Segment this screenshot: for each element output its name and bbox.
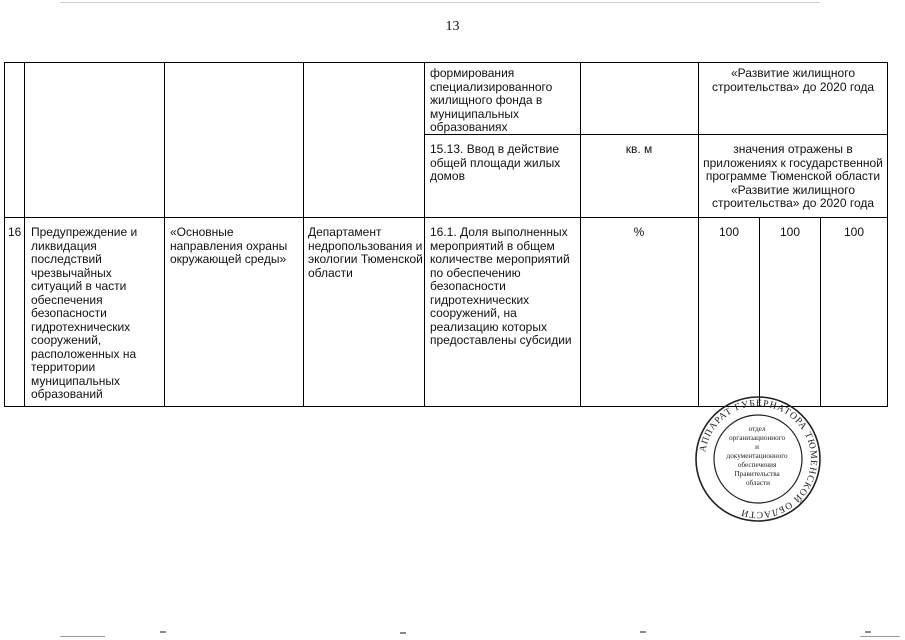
page-number: 13	[445, 19, 460, 34]
column-divider	[303, 62, 304, 407]
table-border-top	[4, 62, 888, 63]
column-divider	[580, 62, 581, 407]
indicator-cell: формирования специализированного жилищного фонда в муниципальных образованиях	[430, 66, 553, 134]
official-stamp	[693, 394, 823, 524]
task-cell: Предупреждение и ликвидация последствий чрезвычайных ситуаций в части обеспечения безопасности гидротехнических сооружений, расположенных на территории муниципальных образований	[31, 225, 138, 401]
unit-cell: кв. м	[625, 142, 653, 156]
column-divider	[759, 217, 760, 407]
indicator-cell: 15.13. Ввод в действие общей площади жилых домов	[430, 142, 561, 183]
scan-artifact	[860, 636, 900, 637]
values-merged-cell: «Развитие жилищного строительства» до 2020 года	[711, 66, 875, 94]
scan-artifact	[400, 632, 406, 634]
row-number-cell: 16	[8, 225, 22, 239]
scan-top-line	[60, 2, 820, 3]
value-cell: 100	[843, 225, 865, 239]
table-border-right	[887, 62, 888, 407]
column-divider	[164, 62, 165, 407]
column-divider	[24, 62, 25, 407]
value-cell: 100	[718, 225, 740, 239]
unit-cell: %	[633, 225, 645, 239]
indicator-cell: 16.1. Доля выполненных мероприятий в общем количестве мероприятий по обеспечению безопасности гидротехнических сооружений, на реализацию которых предоставлены субсидии	[430, 225, 572, 347]
value-cell: 100	[779, 225, 801, 239]
scan-artifact	[60, 636, 105, 637]
column-divider	[698, 62, 699, 407]
values-merged-cell: значения отражены в приложениях к государственной программе Тюменской области «Развитие жилищного строительства» до 2020 года	[703, 142, 883, 210]
scan-artifact	[160, 631, 166, 633]
scan-artifact	[640, 631, 646, 633]
department-cell: Департамент недропользования и экологии Тюменской области	[308, 225, 423, 280]
stamp-ring-text: АППАРАТ ГУБЕРНАТОРА ТЮМЕНСКОЙ ОБЛАСТИ	[698, 398, 819, 520]
stamp-center-text: отдел организационного и документационного обеспечения Правительства области	[726, 425, 788, 487]
program-cell: «Основные направления охраны окружающей среды»	[170, 225, 288, 266]
table-border-left	[4, 62, 5, 407]
scan-artifact	[865, 631, 871, 633]
column-divider	[820, 217, 821, 407]
row-divider	[4, 217, 888, 218]
